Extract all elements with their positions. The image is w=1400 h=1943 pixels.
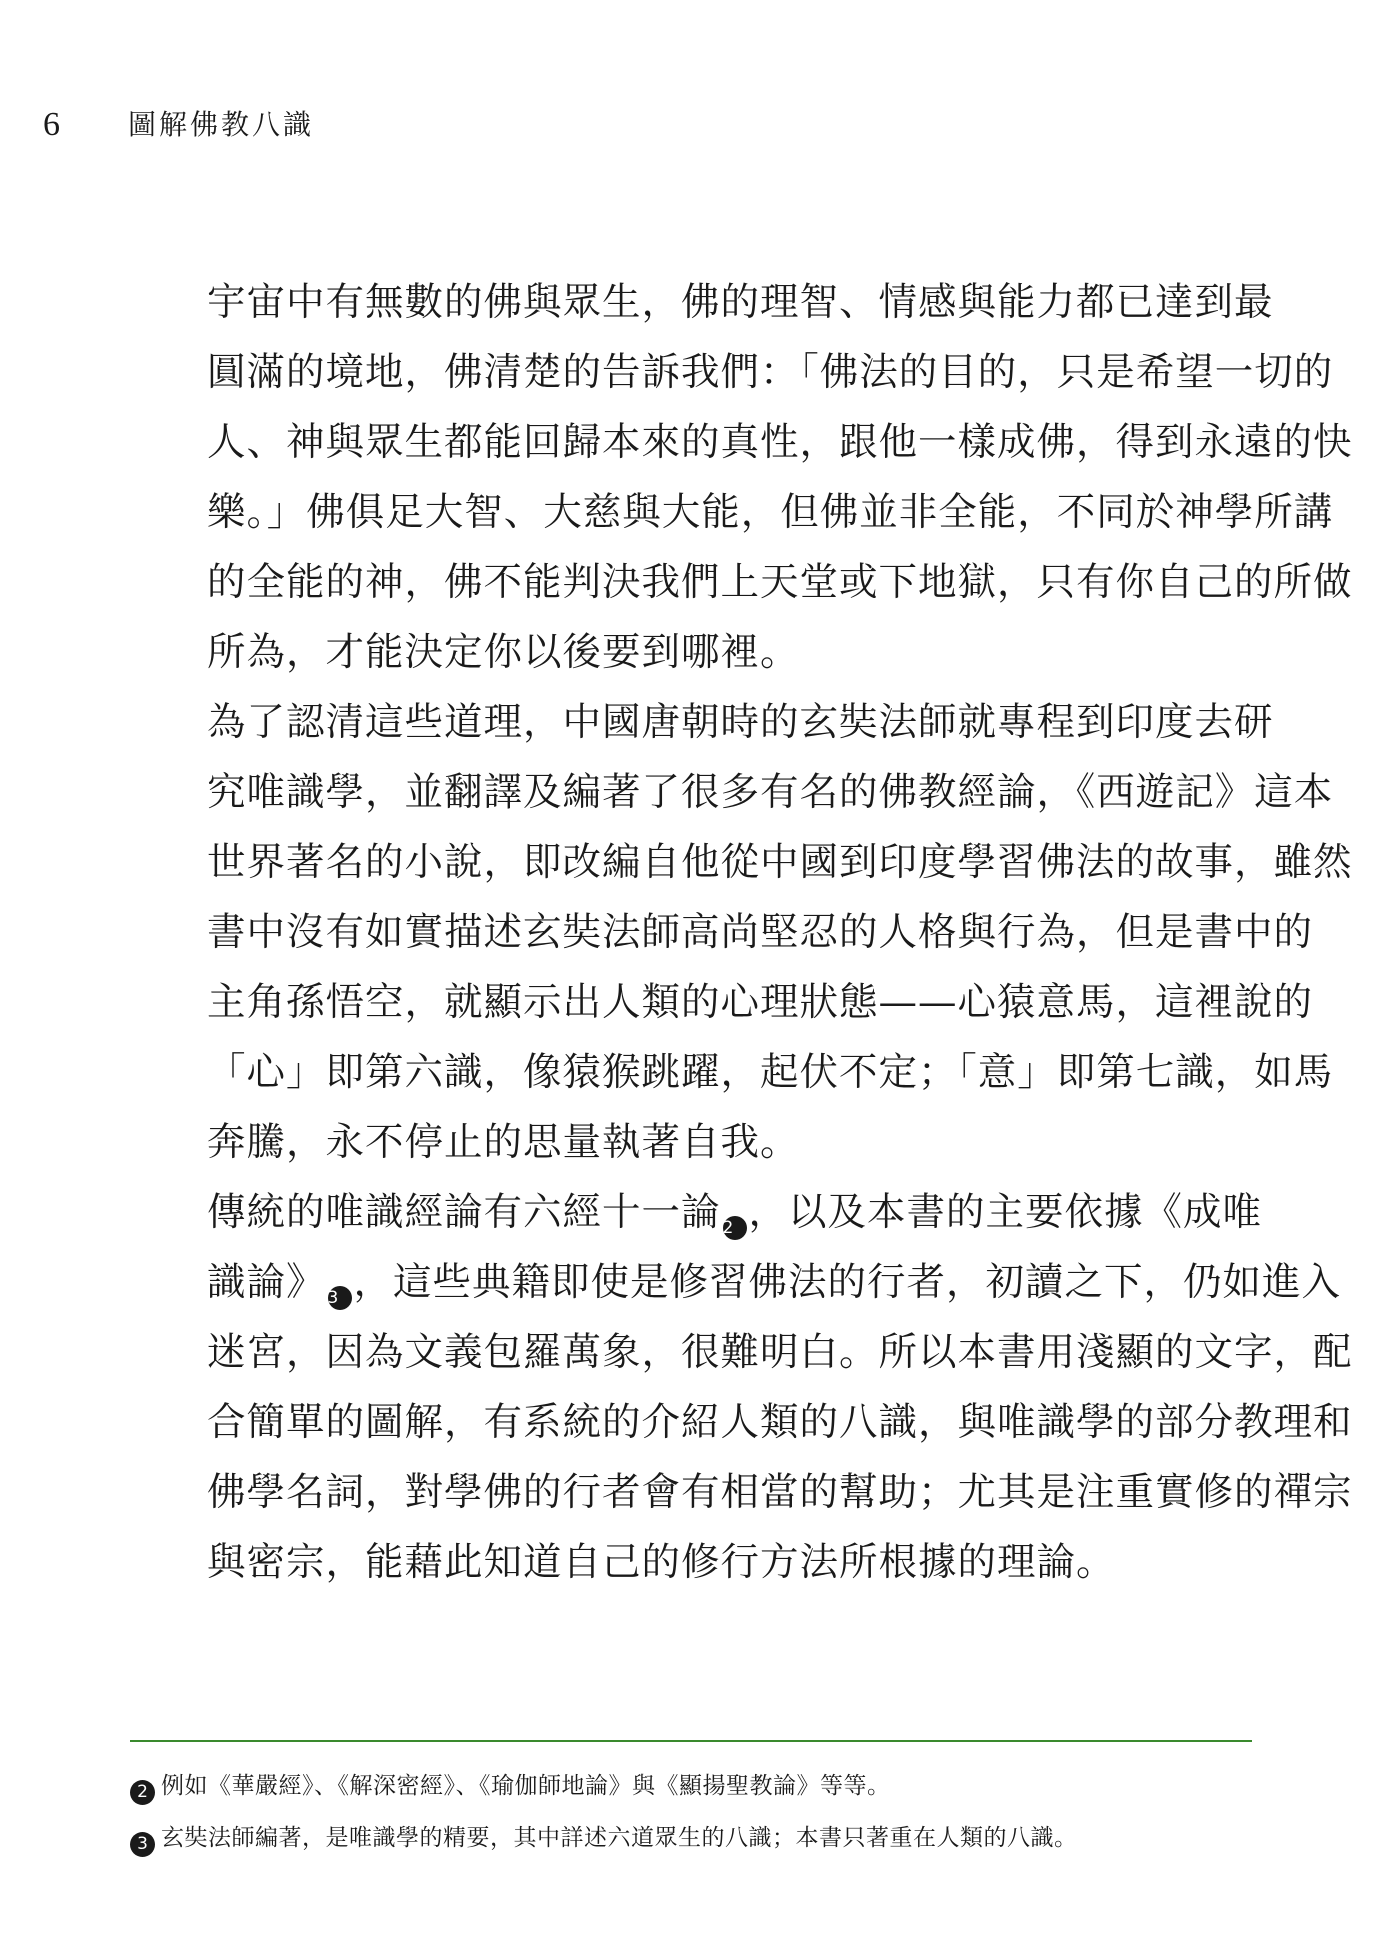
text-line: 的全能的神，佛不能判決我們上天堂或下地獄，只有你自己的所做 (207, 560, 1353, 605)
footnote-text: 玄奘法師編著，是唯識學的精要，其中詳述六道眾生的八識；本書只著重在人類的八識。 (161, 1825, 1078, 1851)
text-line (130, 1248, 1342, 1318)
footnote-ref-3[interactable]: 3 (328, 1286, 352, 1310)
text-line: 迷宮，因為文義包羅萬象，很難明白。所以本書用淺顯的文字，配 (207, 1330, 1353, 1375)
text-line: 奔騰，永不停止的思量執著自我。 (207, 1120, 800, 1165)
footnotes (130, 1760, 1255, 1864)
text-line: 主角孫悟空，就顯示出人類的心理狀態——心猿意馬，這裡說的 (207, 980, 1314, 1025)
text-line: 與密宗，能藉此知道自己的修行方法所根據的理論。 (207, 1540, 1116, 1585)
text-line: 人、神與眾生都能回歸本來的真性，跟他一樣成佛，得到永遠的快 (207, 420, 1353, 465)
text-line: 為了認清這些道理，中國唐朝時的玄奘法師就專程到印度去研 (207, 700, 1274, 745)
paragraph-1 (130, 268, 1353, 688)
text-line: 究唯識學，並翻譯及編著了很多有名的佛教經論，《西遊記》這本 (207, 770, 1334, 815)
paragraph-3 (130, 1178, 1353, 1598)
footnote-marker: 2 (130, 1780, 155, 1805)
footnote-3 (130, 1812, 1255, 1864)
text-line (130, 1178, 1263, 1248)
paragraph-2 (130, 688, 1353, 1178)
text-segment: 識論》 (207, 1260, 326, 1305)
text-line: 宇宙中有無數的佛與眾生，佛的理智、情感與能力都已達到最 (207, 280, 1274, 325)
footnote-2 (130, 1760, 1255, 1812)
text-line: 書中沒有如實描述玄奘法師高尚堅忍的人格與行為，但是書中的 (207, 910, 1314, 955)
text-segment: ，這些典籍即使是修習佛法的行者，初讀之下，仍如進入 (353, 1260, 1342, 1305)
text-segment: ，以及本書的主要依據《成唯 (748, 1190, 1263, 1235)
text-line: 所為，才能決定你以後要到哪裡。 (207, 630, 800, 675)
text-line: 世界著名的小說，即改編自他從中國到印度學習佛法的故事，雖然 (207, 840, 1353, 885)
footnote-text: 例如《華嚴經》、《解深密經》、《瑜伽師地論》與《顯揚聖教論》等等。 (161, 1773, 891, 1799)
text-line: 「心」即第六識，像猿猴跳躍，起伏不定；「意」即第七識，如馬 (207, 1050, 1334, 1095)
footnote-divider (130, 1740, 1252, 1742)
book-title: 圖解佛教八識 (128, 108, 315, 141)
text-line: 合簡單的圖解，有系統的介紹人類的八識，與唯識學的部分教理和 (207, 1400, 1353, 1445)
text-line: 圓滿的境地，佛清楚的告訴我們：「佛法的目的，只是希望一切的 (207, 350, 1334, 395)
footnote-marker: 3 (130, 1832, 155, 1857)
text-line: 樂。」佛俱足大智、大慈與大能，但佛並非全能，不同於神學所講 (207, 490, 1334, 535)
footnote-ref-2[interactable]: 2 (723, 1216, 747, 1240)
body-text (130, 268, 1353, 1598)
text-segment: 傳統的唯識經論有六經十一論 (207, 1190, 721, 1235)
page-number: 6 (43, 106, 60, 143)
text-line: 佛學名詞，對學佛的行者會有相當的幫助；尤其是注重實修的禪宗 (207, 1470, 1353, 1515)
